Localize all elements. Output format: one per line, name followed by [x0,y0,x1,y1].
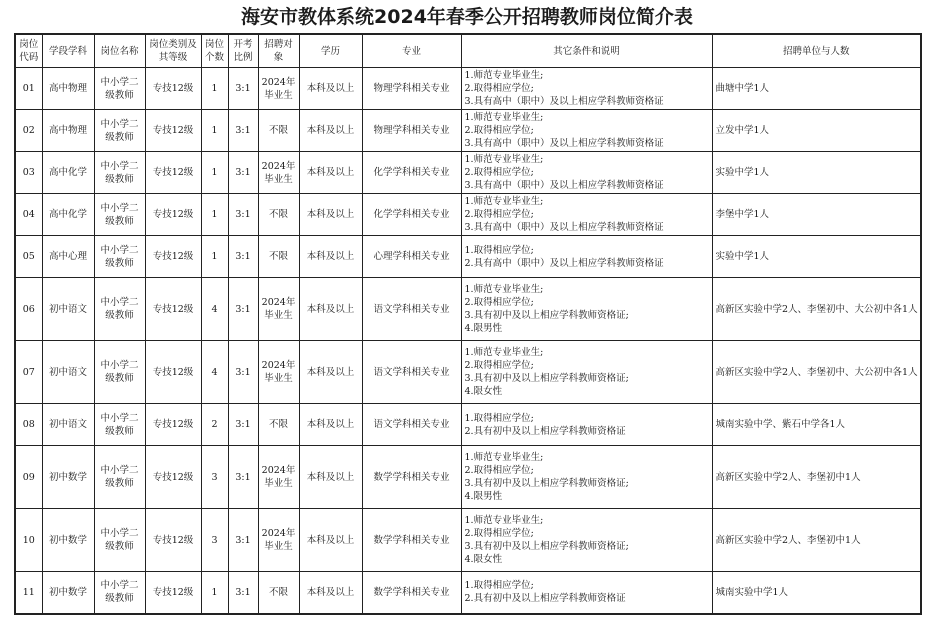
cell-post-level: 专技12级 [145,152,201,194]
cell-conditions [461,509,712,572]
condition-line: 1.取得相应学位; [464,580,534,592]
header-count: 岗位个数 [201,34,228,68]
header-target: 招聘对象 [258,34,299,68]
cell-subject: 初中语文 [42,278,94,341]
cell-education: 本科及以上 [299,446,362,509]
cell-count: 1 [201,194,228,236]
cell-post-level: 专技12级 [145,509,201,572]
cell-count: 1 [201,110,228,152]
condition-line: 1.师范专业毕业生; [464,112,544,123]
cell-subject: 高中物理 [42,68,94,110]
cell-count: 1 [201,572,228,614]
cell-education: 本科及以上 [299,152,362,194]
header-code: 岗位代码 [15,34,42,68]
condition-line: 3.具有高中（职中）及以上相应学科教师资格证 [464,96,664,107]
table-row [15,278,921,341]
cell-major: 数学学科相关专业 [362,446,461,509]
condition-line: 4.限男性 [464,323,503,334]
cell-post-level: 专技12级 [145,341,201,404]
cell-code: 09 [15,446,42,509]
condition-line: 4.限女性 [464,386,503,397]
cell-post-name: 中小学二级教师 [94,572,145,614]
cell-subject: 高中物理 [42,110,94,152]
cell-units: 城南实验中学1人 [712,572,921,614]
cell-post-name: 中小学二级教师 [94,194,145,236]
cell-ratio: 3:1 [228,110,258,152]
cell-target: 不限 [258,110,299,152]
cell-education: 本科及以上 [299,194,362,236]
cell-post-name: 中小学二级教师 [94,68,145,110]
cell-major: 数学学科相关专业 [362,572,461,614]
cell-subject: 初中语文 [42,341,94,404]
cell-count: 3 [201,509,228,572]
cell-subject: 初中数学 [42,509,94,572]
cell-target: 2024年毕业生 [258,446,299,509]
condition-line: 1.取得相应学位; [464,244,534,256]
condition-line: 2.取得相应学位; [464,528,534,539]
condition-line: 2.具有高中（职中）及以上相应学科教师资格证 [464,257,664,269]
cell-units: 高新区实验中学2人、李堡初中、大公初中各1人 [712,341,921,404]
condition-line: 2.取得相应学位; [464,167,534,178]
cell-ratio: 3:1 [228,572,258,614]
cell-code: 07 [15,341,42,404]
page-title: 海安市教体系统2024年春季公开招聘教师岗位简介表 [241,6,693,28]
cell-ratio: 3:1 [228,194,258,236]
cell-code: 11 [15,572,42,614]
condition-line: 2.取得相应学位; [464,360,534,371]
table-row [15,341,921,404]
cell-post-level: 专技12级 [145,446,201,509]
cell-conditions [461,404,712,446]
cell-target: 不限 [258,404,299,446]
condition-line: 3.具有高中（职中）及以上相应学科教师资格证 [464,138,664,149]
cell-count: 3 [201,446,228,509]
cell-target: 不限 [258,236,299,278]
cell-conditions [461,194,712,236]
cell-target: 2024年毕业生 [258,152,299,194]
condition-line: 3.具有初中及以上相应学科教师资格证; [464,541,629,552]
cell-major: 语文学科相关专业 [362,278,461,341]
cell-units: 立发中学1人 [712,110,921,152]
cell-ratio: 3:1 [228,236,258,278]
table-row [15,572,921,614]
cell-units: 实验中学1人 [712,236,921,278]
condition-line: 3.具有高中（职中）及以上相应学科教师资格证 [464,180,664,191]
condition-line: 2.取得相应学位; [464,125,534,136]
cell-count: 1 [201,68,228,110]
cell-conditions [461,341,712,404]
cell-post-name: 中小学二级教师 [94,341,145,404]
cell-target: 不限 [258,572,299,614]
cell-education: 本科及以上 [299,278,362,341]
cell-education: 本科及以上 [299,341,362,404]
condition-line: 1.师范专业毕业生; [464,154,544,165]
cell-target: 2024年毕业生 [258,341,299,404]
condition-line: 2.取得相应学位; [464,83,534,94]
cell-ratio: 3:1 [228,509,258,572]
cell-ratio: 3:1 [228,68,258,110]
cell-subject: 高中化学 [42,194,94,236]
cell-units: 李堡中学1人 [712,194,921,236]
table-row [15,404,921,446]
cell-subject: 初中语文 [42,404,94,446]
cell-major: 化学学科相关专业 [362,194,461,236]
cell-major: 物理学科相关专业 [362,68,461,110]
cell-conditions [461,278,712,341]
cell-code: 06 [15,278,42,341]
cell-subject: 高中心理 [42,236,94,278]
cell-major: 数学学科相关专业 [362,509,461,572]
cell-major: 心理学科相关专业 [362,236,461,278]
table-header-row [15,34,921,68]
cell-post-level: 专技12级 [145,572,201,614]
cell-post-name: 中小学二级教师 [94,509,145,572]
condition-line: 4.限女性 [464,554,503,565]
cell-major: 物理学科相关专业 [362,110,461,152]
table-row [15,194,921,236]
cell-conditions [461,110,712,152]
condition-line: 4.限男性 [464,491,503,502]
condition-line: 1.师范专业毕业生; [464,284,544,295]
cell-code: 04 [15,194,42,236]
cell-code: 05 [15,236,42,278]
cell-count: 4 [201,341,228,404]
cell-target: 2024年毕业生 [258,68,299,110]
cell-units: 高新区实验中学2人、李堡初中1人 [712,446,921,509]
header-education: 学历 [299,34,362,68]
cell-education: 本科及以上 [299,236,362,278]
table-row [15,236,921,278]
cell-major: 语文学科相关专业 [362,341,461,404]
table-row [15,152,921,194]
cell-units: 高新区实验中学2人、李堡初中、大公初中各1人 [712,278,921,341]
cell-education: 本科及以上 [299,572,362,614]
cell-conditions [461,446,712,509]
cell-major: 化学学科相关专业 [362,152,461,194]
cell-code: 03 [15,152,42,194]
table-body [15,68,921,614]
header-major: 专业 [362,34,461,68]
cell-count: 4 [201,278,228,341]
cell-code: 02 [15,110,42,152]
cell-education: 本科及以上 [299,404,362,446]
cell-code: 01 [15,68,42,110]
cell-education: 本科及以上 [299,110,362,152]
cell-post-name: 中小学二级教师 [94,446,145,509]
cell-subject: 初中数学 [42,446,94,509]
condition-line: 2.取得相应学位; [464,209,534,220]
cell-code: 10 [15,509,42,572]
condition-line: 3.具有初中及以上相应学科教师资格证; [464,310,629,321]
cell-conditions [461,236,712,278]
cell-ratio: 3:1 [228,152,258,194]
cell-post-name: 中小学二级教师 [94,152,145,194]
cell-post-level: 专技12级 [145,110,201,152]
cell-post-name: 中小学二级教师 [94,278,145,341]
cell-target: 2024年毕业生 [258,278,299,341]
cell-count: 1 [201,152,228,194]
table-row [15,509,921,572]
header-conditions: 其它条件和说明 [461,34,712,68]
cell-post-level: 专技12级 [145,404,201,446]
condition-line: 1.师范专业毕业生; [464,70,544,81]
cell-post-level: 专技12级 [145,278,201,341]
cell-units: 城南实验中学、紫石中学各1人 [712,404,921,446]
condition-line: 2.取得相应学位; [464,465,534,476]
condition-line: 3.具有高中（职中）及以上相应学科教师资格证 [464,222,664,233]
cell-post-level: 专技12级 [145,68,201,110]
cell-ratio: 3:1 [228,404,258,446]
cell-post-name: 中小学二级教师 [94,110,145,152]
condition-line: 3.具有初中及以上相应学科教师资格证; [464,373,629,384]
cell-education: 本科及以上 [299,68,362,110]
cell-count: 2 [201,404,228,446]
header-ratio: 开考比例 [228,34,258,68]
cell-subject: 高中化学 [42,152,94,194]
condition-line: 1.师范专业毕业生; [464,347,544,358]
condition-line: 1.师范专业毕业生; [464,515,544,526]
recruitment-table [14,33,922,615]
condition-line: 2.取得相应学位; [464,297,534,308]
cell-target: 不限 [258,194,299,236]
cell-ratio: 3:1 [228,341,258,404]
cell-conditions [461,68,712,110]
cell-units: 高新区实验中学2人、李堡初中1人 [712,509,921,572]
cell-subject: 初中数学 [42,572,94,614]
cell-post-level: 专技12级 [145,194,201,236]
cell-major: 语文学科相关专业 [362,404,461,446]
cell-target: 2024年毕业生 [258,509,299,572]
condition-line: 3.具有初中及以上相应学科教师资格证; [464,478,629,489]
cell-education: 本科及以上 [299,509,362,572]
header-post-level: 岗位类别及其等级 [145,34,201,68]
header-post-name: 岗位名称 [94,34,145,68]
cell-post-name: 中小学二级教师 [94,404,145,446]
header-subject: 学段学科 [42,34,94,68]
condition-line: 1.师范专业毕业生; [464,452,544,463]
cell-post-level: 专技12级 [145,236,201,278]
table-row [15,110,921,152]
cell-ratio: 3:1 [228,446,258,509]
cell-post-name: 中小学二级教师 [94,236,145,278]
cell-code: 08 [15,404,42,446]
cell-units: 实验中学1人 [712,152,921,194]
table-row [15,68,921,110]
header-units: 招聘单位与人数 [712,34,921,68]
condition-line: 1.师范专业毕业生; [464,196,544,207]
cell-conditions [461,572,712,614]
condition-line: 1.取得相应学位; [464,412,534,424]
cell-count: 1 [201,236,228,278]
cell-ratio: 3:1 [228,278,258,341]
condition-line: 2.具有初中及以上相应学科教师资格证 [464,425,626,437]
table-row [15,446,921,509]
condition-line: 2.具有初中及以上相应学科教师资格证 [464,593,626,605]
cell-conditions [461,152,712,194]
cell-units: 曲塘中学1人 [712,68,921,110]
